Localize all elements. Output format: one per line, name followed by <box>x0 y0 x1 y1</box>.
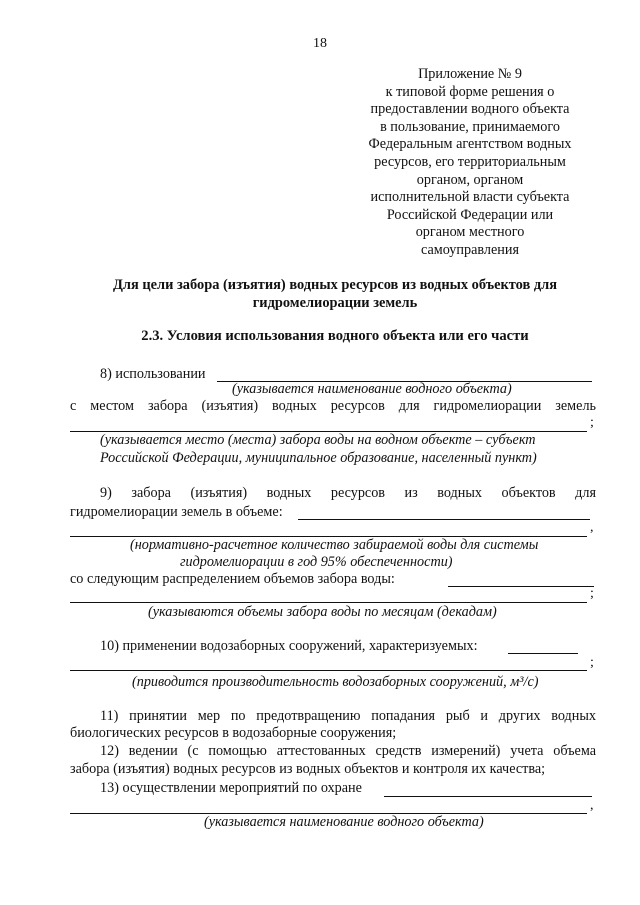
item-8-hint: (указывается наименование водного объекта) <box>232 381 512 397</box>
semicolon: ; <box>590 415 594 430</box>
item-10-hint: (приводится производительность водозаборных сооружений, м³/с) <box>132 674 539 690</box>
item-9-hint-1a: (нормативно-расчетное количество забираемой воды для системы <box>130 537 539 553</box>
appendix-line: Федеральным агентством водных <box>368 136 572 153</box>
document-title <box>70 276 600 312</box>
blank-line <box>70 602 587 603</box>
item-9-line-1: 9) забора (изъятия) водных ресурсов из водных объектов для <box>100 485 596 501</box>
appendix-line: в пользование, принимаемого <box>380 118 560 135</box>
section-heading: 2.3. Условия использования водного объекта или его части <box>141 328 529 344</box>
comma: , <box>590 520 594 535</box>
comma: , <box>590 798 594 813</box>
appendix-line: самоуправления <box>421 241 519 258</box>
title-line-2: гидромелиорации земель <box>252 295 418 311</box>
appendix-line: Российской Федерации или <box>386 206 554 223</box>
appendix-line: исполнительной власти субъекта <box>370 189 570 206</box>
appendix-line: ресурсов, его территориальным <box>374 153 566 170</box>
item-9-line-3: со следующим распределением объемов забора воды: <box>70 571 395 587</box>
item-9-hint-2: (указываются объемы забора воды по месяцам (декадам) <box>148 604 497 620</box>
blank-line <box>298 519 590 520</box>
appendix-line: предоставлении водного объекта <box>370 101 570 118</box>
appendix-block <box>350 66 590 260</box>
item-11-line-1: 11) принятии мер по предотвращению попадания рыб и других водных <box>100 708 596 724</box>
item-8-hint-2b: Российской Федерации, муниципальное образование, населенный пункт) <box>100 450 537 466</box>
item-10-line-1: 10) применении водозаборных сооружений, характеризуемых: <box>100 638 478 654</box>
blank-line <box>508 653 578 654</box>
blank-line <box>448 586 594 587</box>
item-13-hint: (указывается наименование водного объекта) <box>204 814 484 830</box>
item-12-line-2: забора (изъятия) водных ресурсов из водных объектов и контроля их качества; <box>70 761 546 777</box>
title-line-1: Для цели забора (изъятия) водных ресурсов из водных объектов для <box>113 277 557 293</box>
blank-line <box>384 796 592 797</box>
item-8-hint-2a: (указывается место (места) забора воды на водном объекте – субъект <box>100 432 536 448</box>
item-9-hint-1b: гидромелиорации в год 95% обеспеченности) <box>180 554 453 570</box>
item-8-line-2: с местом забора (изъятия) водных ресурсов для гидромелиорации земель <box>70 398 596 414</box>
item-11-line-2: биологических ресурсов в водозаборные сооружения; <box>70 725 397 741</box>
item-13-line-1: 13) осуществлении мероприятий по охране <box>100 780 362 796</box>
appendix-line: органом, органом <box>416 171 524 188</box>
item-12-line-1: 12) ведении (с помощью аттестованных средств измерений) учета объема <box>100 743 596 759</box>
semicolon: ; <box>590 586 594 601</box>
semicolon: ; <box>590 655 594 670</box>
blank-line <box>70 670 587 671</box>
appendix-line: органом местного <box>415 224 525 241</box>
item-8-label: 8) использовании <box>100 366 206 382</box>
item-9-line-2: гидромелиорации земель в объеме: <box>70 504 283 520</box>
appendix-line: к типовой форме решения о <box>385 83 555 100</box>
page-number: 18 <box>313 36 327 51</box>
appendix-line: Приложение № 9 <box>418 66 522 82</box>
